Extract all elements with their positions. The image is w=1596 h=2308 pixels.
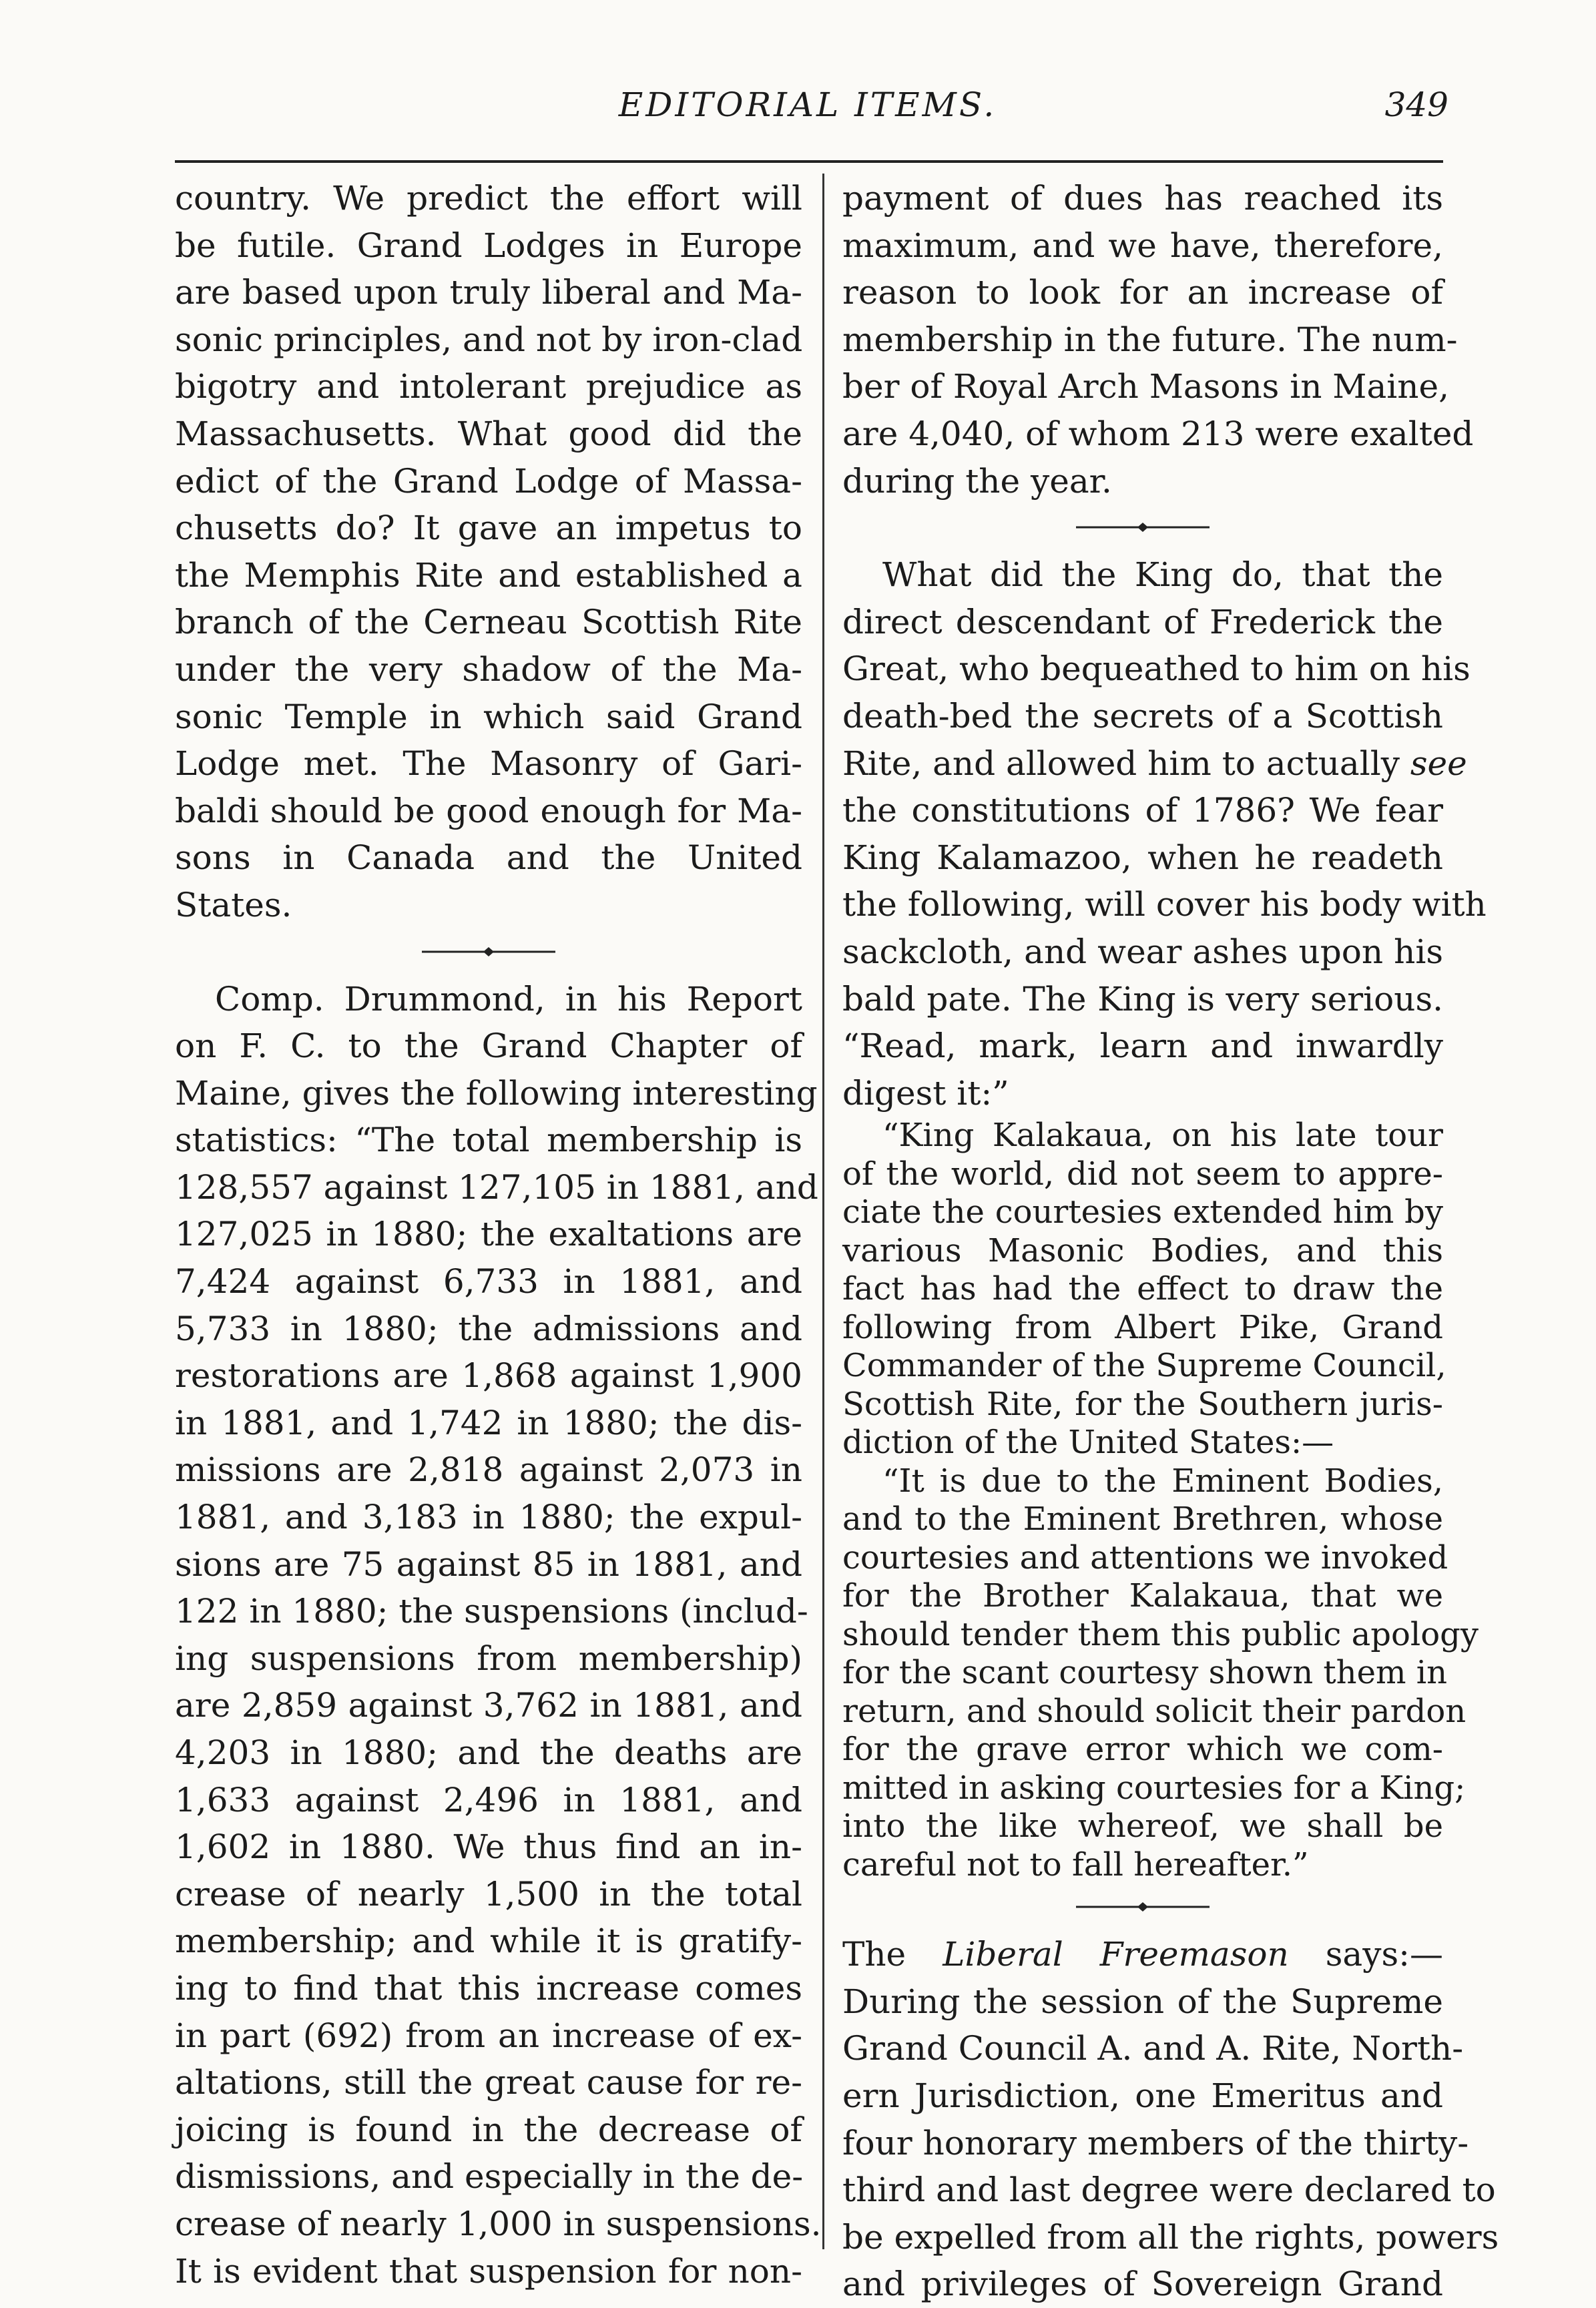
text-line: under the very shadow of the Ma- xyxy=(175,649,802,689)
text-line: during the year. xyxy=(842,461,1112,501)
text-line: dismissions, and especially in the de- xyxy=(175,2157,804,2197)
text-line: digest it:” xyxy=(842,1073,1009,1113)
text-line: various Masonic Bodies, and this xyxy=(842,1231,1443,1269)
text-line: of the world, did not seem to appre- xyxy=(842,1155,1443,1193)
text-line: sonic principles, and not by iron-clad xyxy=(175,320,803,359)
text-line: into the like whereof, we shall be xyxy=(842,1807,1443,1845)
periodical-title: Liberal Freemason xyxy=(943,1935,1289,1974)
text-line: are 2,859 against 3,762 in 1881, and xyxy=(175,1686,802,1725)
paragraph-massachusetts xyxy=(175,175,802,929)
text-line: courtesies and attentions we invoked xyxy=(842,1538,1448,1576)
text-line: maximum, and we have, therefore, xyxy=(842,226,1443,265)
text-line: Lodge met. The Masonry of Gari- xyxy=(175,744,802,784)
text-line: ber of Royal Arch Masons in Maine, xyxy=(842,367,1449,406)
text-line: mitted in asking courtesies for a King; xyxy=(842,1769,1466,1807)
text-line: fact has had the effect to draw the xyxy=(842,1270,1443,1308)
text-line: bigotry and intolerant prejudice as xyxy=(175,367,802,406)
text-line: 1881, and 3,183 in 1880; the expul- xyxy=(175,1498,802,1537)
quote-kalakaua xyxy=(842,1117,1446,1462)
text-line: 5,733 in 1880; the admissions and xyxy=(175,1309,802,1348)
text-line: 128,557 against 127,105 in 1881, and xyxy=(175,1167,818,1207)
text-line: ing to find that this increase comes xyxy=(175,1968,802,2008)
text-line: Grand Council A. and A. Rite, North- xyxy=(842,2029,1464,2068)
running-head xyxy=(167,85,1448,152)
text-line: joicing is found in the decrease of xyxy=(175,2110,802,2149)
text-line: are 4,040, of whom 213 were exalted xyxy=(842,414,1474,453)
paragraph-liberal-freemason xyxy=(842,1931,1499,2308)
text-line: Massachusetts. What good did the xyxy=(175,414,802,453)
header-rule xyxy=(175,160,1443,163)
text-line: Maine, gives the following interesting xyxy=(175,1073,818,1113)
section-separator xyxy=(842,505,1443,551)
text-line: “King Kalakaua, on his late tour xyxy=(882,1117,1443,1155)
text-line: baldi should be good enough for Ma- xyxy=(175,791,802,830)
text-line: 4,203 in 1880; and the deaths are xyxy=(175,1733,802,1772)
text-line: States. xyxy=(175,885,292,924)
text-line: membership; and while it is gratify- xyxy=(175,1922,802,1961)
text-line: bald pate. The King is very serious. xyxy=(842,979,1443,1019)
text-line: the following, will cover his body with xyxy=(842,885,1487,924)
text-line: for the Brother Kalakaua, that we xyxy=(842,1577,1443,1615)
text-line: During the session of the Supreme xyxy=(842,1982,1443,2021)
text-line: statistics: “The total membership is xyxy=(175,1121,802,1160)
text-line: Rite, and allowed him to actually see xyxy=(842,744,1467,783)
text-line: be futile. Grand Lodges in Europe xyxy=(175,226,802,265)
text-line: What did the King do, that the xyxy=(882,555,1443,595)
text-line: in 1881, and 1,742 in 1880; the dis- xyxy=(175,1403,802,1442)
text-line: direct descendant of Frederick the xyxy=(842,602,1443,641)
text-line: and to the Eminent Brethren, whose xyxy=(842,1500,1443,1538)
text-line: in part (692) from an increase of ex- xyxy=(175,2016,802,2055)
text-line: ciate the courtesies extended him by xyxy=(842,1193,1443,1231)
text-line: country. We predict the effort will xyxy=(175,179,802,218)
text-line: following from Albert Pike, Grand xyxy=(842,1308,1443,1346)
text-line: careful not to fall hereafter.” xyxy=(842,1845,1309,1884)
text-line: return, and should solicit their pardon xyxy=(842,1692,1467,1730)
text-line: Commander of the Supreme Council, xyxy=(842,1347,1446,1385)
text-line: 7,424 against 6,733 in 1881, and xyxy=(175,1262,802,1302)
column-divider xyxy=(822,174,824,2249)
text-line: are based upon truly liberal and Ma- xyxy=(175,273,802,312)
paragraph-drummond-report xyxy=(175,976,822,2295)
text-line: 1,602 in 1880. We thus find an in- xyxy=(175,1827,802,1867)
text-line: should tender them this public apology xyxy=(842,1615,1479,1653)
text-line: chusetts do? It gave an impetus to xyxy=(175,509,802,548)
text-line: 1,633 against 2,496 in 1881, and xyxy=(175,1780,802,1819)
paragraph-dues xyxy=(842,175,1474,505)
text-line: third and last degree were declared to xyxy=(842,2171,1496,2210)
text-line: crease of nearly 1,500 in the total xyxy=(175,1874,802,1914)
section-separator xyxy=(842,1884,1443,1931)
text-line: King Kalamazoo, when he readeth xyxy=(842,838,1443,877)
text-line: the constitutions of 1786? We fear xyxy=(842,791,1443,830)
text-line: on F. C. to the Grand Chapter of xyxy=(175,1027,802,1066)
text-line: “Read, mark, learn and inwardly xyxy=(842,1027,1443,1066)
section-separator xyxy=(175,929,802,976)
text-line: edict of the Grand Lodge of Massa- xyxy=(175,461,802,501)
left-column xyxy=(175,175,822,2295)
text-line: ing suspensions from membership) xyxy=(175,1639,802,1678)
text-line: 122 in 1880; the suspensions (includ- xyxy=(175,1592,808,1631)
text-line: for the grave error which we com- xyxy=(842,1731,1443,1769)
text-line: be expelled from all the rights, powers xyxy=(842,2217,1499,2257)
text-line: sions are 75 against 85 in 1881, and xyxy=(175,1544,802,1584)
text-line: sackcloth, and wear ashes upon his xyxy=(842,932,1443,971)
text-line: It is evident that suspension for non- xyxy=(175,2251,802,2291)
right-column xyxy=(842,175,1499,2308)
text-line: branch of the Cerneau Scottish Rite xyxy=(175,603,802,642)
text-line: Scottish Rite, for the Southern juris- xyxy=(842,1385,1443,1423)
text-line: Great, who bequeathed to him on his xyxy=(842,649,1471,689)
text-line: altations, still the great cause for re- xyxy=(175,2063,802,2102)
text-line: sonic Temple in which said Grand xyxy=(175,697,802,736)
text-line: crease of nearly 1,000 in suspensions. xyxy=(175,2204,822,2243)
text-line: reason to look for an increase of xyxy=(842,273,1443,312)
text-line: four honorary members of the thirty- xyxy=(842,2123,1469,2162)
text-line: restorations are 1,868 against 1,900 xyxy=(175,1356,802,1396)
text-line: Comp. Drummond, in his Report xyxy=(215,979,802,1019)
page-number: 349 xyxy=(1384,85,1448,124)
italic-emphasis: see xyxy=(1399,744,1467,783)
quote-pike-apology xyxy=(842,1462,1479,1885)
text-line: payment of dues has reached its xyxy=(842,179,1443,218)
running-title: EDITORIAL ITEMS. xyxy=(618,85,997,124)
text-line: ern Jurisdiction, one Emeritus and xyxy=(842,2076,1443,2116)
text-line: missions are 2,818 against 2,073 in xyxy=(175,1450,802,1490)
liberal-freemason-heading-line: The Liberal Freemason says:— xyxy=(842,1935,1443,1974)
text-line: death-bed the secrets of a Scottish xyxy=(842,696,1443,736)
text-line: “It is due to the Eminent Bodies, xyxy=(882,1462,1443,1500)
text-line: 127,025 in 1880; the exaltations are xyxy=(175,1215,802,1254)
text-line: the Memphis Rite and established a xyxy=(175,555,802,595)
text-line: membership in the future. The num- xyxy=(842,320,1458,359)
text-line: diction of the United States:— xyxy=(842,1424,1334,1462)
paragraph-king xyxy=(842,551,1487,1117)
text-line: and privileges of Sovereign Grand xyxy=(842,2265,1443,2304)
text-line: sons in Canada and the United xyxy=(175,838,802,878)
text-line: for the scant courtesy shown them in xyxy=(842,1654,1448,1692)
